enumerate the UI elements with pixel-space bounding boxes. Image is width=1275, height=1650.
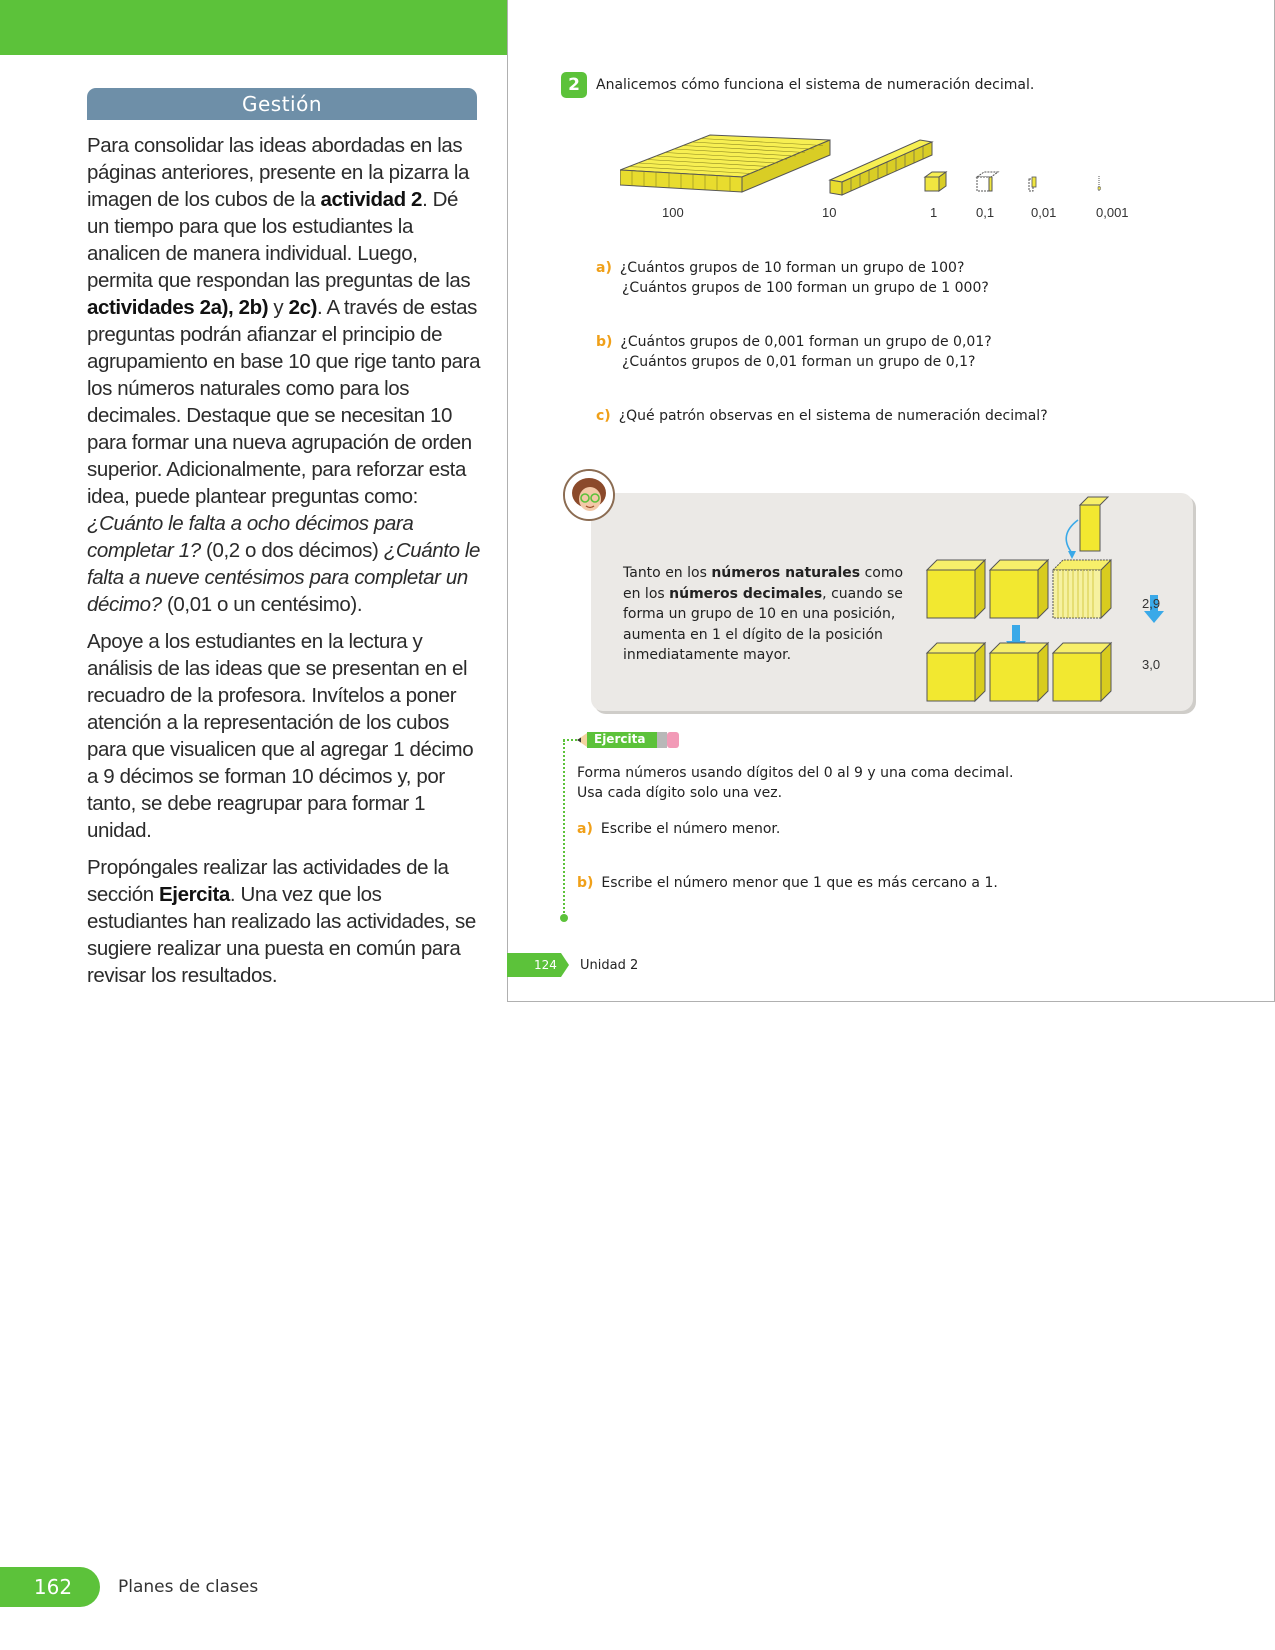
top-row-cube-1 bbox=[927, 560, 985, 618]
gestion-text bbox=[87, 132, 482, 999]
gestion-paragraph-3: Propóngales realizar las actividades de la sección Ejercita. Una vez que los estudiantes han realizado las actividades, se sugiere realizar una puesta en común para revisar los resultados. bbox=[87, 856, 476, 987]
question-b: b) ¿Cuántos grupos de 0,001 forman un grupo de 0,01? ¿Cuántos grupos de 0,01 forman un grupo de 0,1? bbox=[596, 334, 992, 370]
top-row-partial-cube bbox=[1053, 560, 1111, 618]
tenth-block bbox=[977, 172, 998, 191]
ejercita-intro: Forma números usando dígitos del 0 al 9 y una coma decimal. Usa cada dígito solo una vez. bbox=[577, 765, 1014, 801]
ten-rod-block bbox=[830, 140, 932, 195]
hundredth-block bbox=[1029, 177, 1036, 191]
ejercita-side-line bbox=[563, 740, 565, 920]
ejercita-badge-label: Ejercita bbox=[594, 732, 646, 746]
bottom-row-cube-3 bbox=[1053, 643, 1111, 701]
activity-title: Analicemos cómo funciona el sistema de numeración decimal. bbox=[596, 77, 1035, 93]
page-number: 162 bbox=[0, 1567, 100, 1607]
ejercita-item-a: a) Escribe el número menor. bbox=[577, 821, 781, 837]
block-label-0-01: 0,01 bbox=[1031, 205, 1057, 220]
student-unit-label: Unidad 2 bbox=[580, 958, 639, 973]
thousandth-block bbox=[1098, 176, 1101, 191]
block-label-0-1: 0,1 bbox=[976, 205, 995, 220]
ejercita-connector bbox=[563, 739, 577, 741]
gestion-header: Gestión bbox=[87, 88, 477, 120]
unit-cube-block bbox=[925, 172, 946, 191]
bottom-row-cube-2 bbox=[990, 643, 1048, 701]
incoming-tenth-slab bbox=[1080, 497, 1108, 551]
teacher-note-text: Tanto en los números naturales como en los números decimales, cuando se forma un grupo de 10 en una posición, aumenta en 1 el dígito de la posición inmediatamente mayor. bbox=[623, 565, 904, 663]
block-label-1: 1 bbox=[930, 205, 938, 220]
regrouping-cubes-figure bbox=[920, 495, 1170, 705]
gestion-paragraph-2: Apoye a los estudiantes en la lectura y análisis de las ideas que se presentan en el recuadro de la profesora. Invítelos a poner atención a la representación de los cubos para que visualicen que al agregar 1 décimo a 9 décimos se forman 10 décimos y, por tanto, se debe reagrupar para formar 1 unidad. bbox=[87, 630, 474, 842]
ejercita-item-b: b) Escribe el número menor que 1 que es más cercano a 1. bbox=[577, 875, 998, 891]
footer-label: Planes de clases bbox=[118, 1577, 259, 1597]
block-label-100: 100 bbox=[662, 205, 684, 220]
value-before: 2,9 bbox=[1142, 596, 1161, 611]
gestion-paragraph-1: Para consolidar las ideas abordadas en las páginas anteriores, presente en la pizarra la imagen de los cubos de la actividad 2. Dé un tiempo para que los estudiantes la analicen de manera individual. Luego, permita que respondan las preguntas de las actividades 2a), 2b) y 2c). A través de estas preguntas podrán afianzar el principio de agrupamiento en base 10 que rige tanto para los números naturales como para los decimales. Destaque que se necesitan 10 para formar una nueva agrupación de orden superior. Adicionalmente, para reforzar esta idea, puede plantear preguntas como: ¿Cuánto le falta a ocho décimos para completar 1? (0,2 o dos décimos) ¿Cuánto le falta a nueve centésimos para completar un décimo? (0,01 o un centésimo). bbox=[87, 134, 481, 616]
bottom-row-cube-1 bbox=[927, 643, 985, 701]
hundred-flat-block bbox=[620, 135, 830, 192]
activity-number-badge: 2 bbox=[561, 72, 587, 98]
teacher-avatar-icon bbox=[563, 469, 615, 521]
student-page-number: 124 bbox=[534, 958, 557, 972]
ejercita-end-dot bbox=[560, 914, 568, 922]
base-ten-blocks-figure bbox=[620, 130, 1140, 225]
top-row-cube-2 bbox=[990, 560, 1048, 618]
top-color-band bbox=[0, 0, 507, 55]
question-a: a) ¿Cuántos grupos de 10 forman un grupo de 100? ¿Cuántos grupos de 100 forman un grupo de 1 000? bbox=[596, 260, 989, 296]
question-c: c) ¿Qué patrón observas en el sistema de numeración decimal? bbox=[596, 408, 1048, 424]
curved-arrow-icon bbox=[1066, 520, 1078, 553]
block-label-10: 10 bbox=[822, 205, 837, 220]
value-after: 3,0 bbox=[1142, 657, 1161, 672]
block-label-0-001: 0,001 bbox=[1096, 205, 1129, 220]
